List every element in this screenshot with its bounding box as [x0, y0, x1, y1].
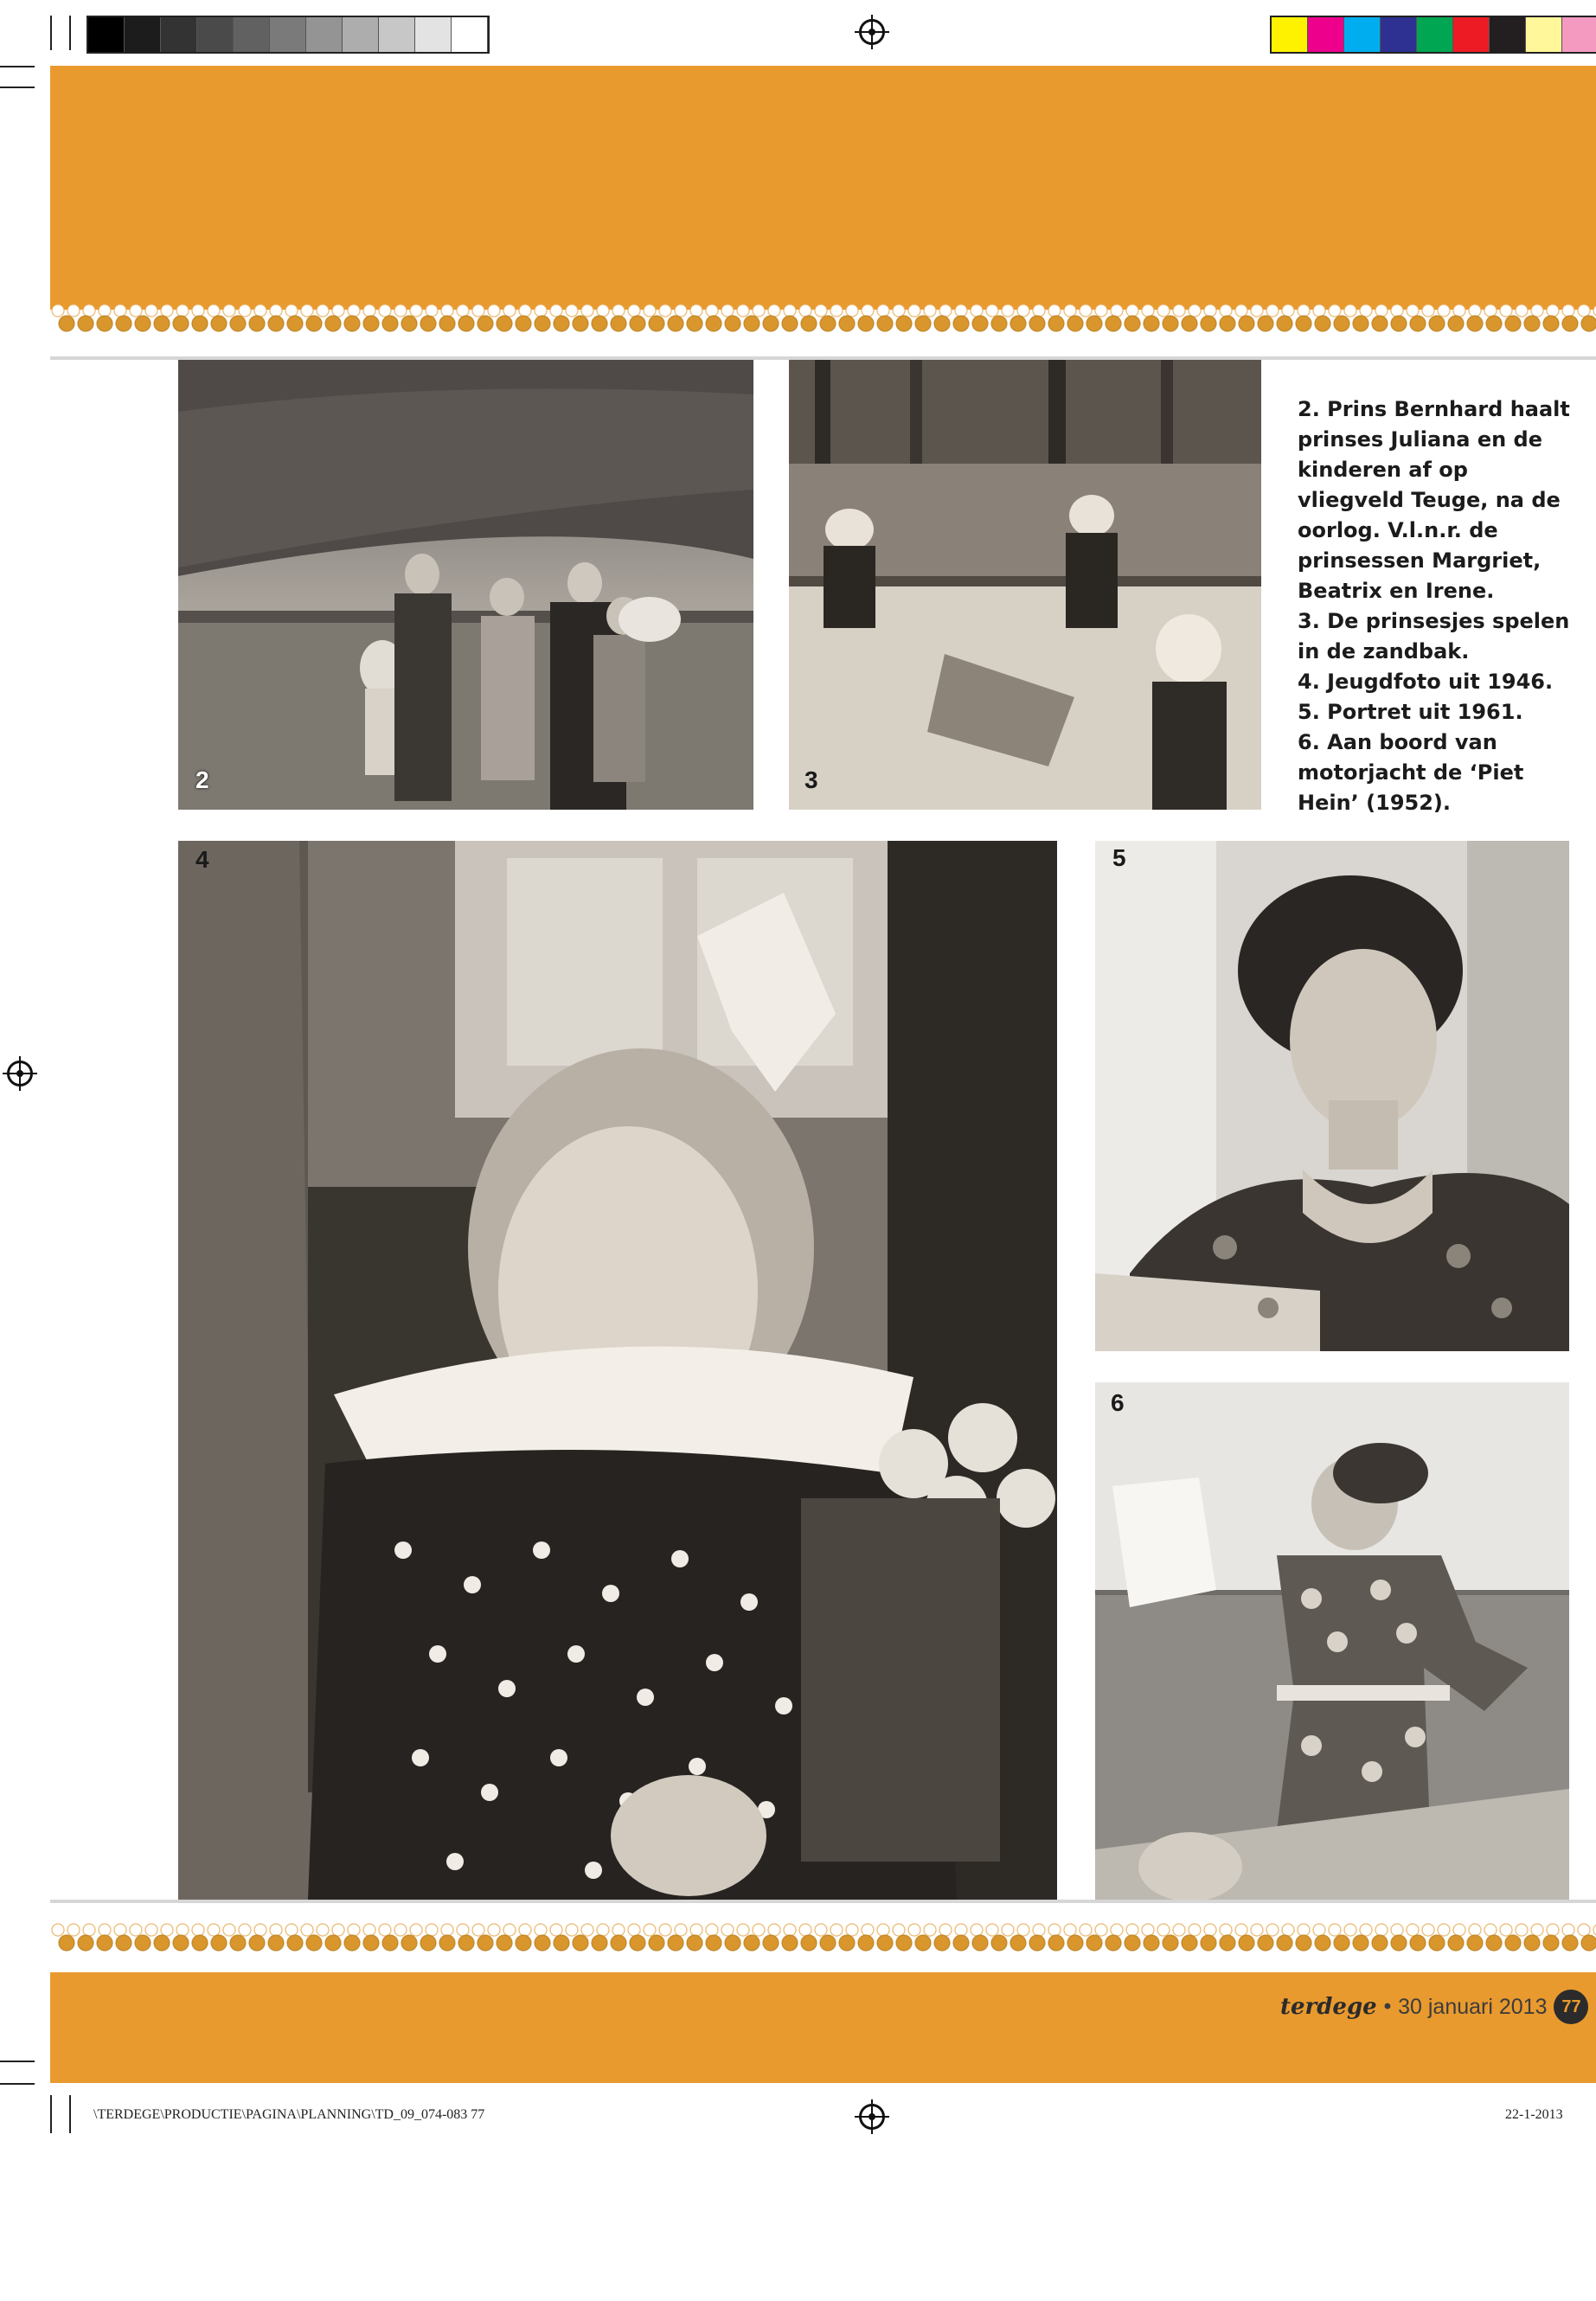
color-swatch — [1417, 17, 1453, 52]
greyscale-calibration-bar — [87, 16, 490, 54]
greyscale-swatch — [415, 17, 452, 52]
greyscale-swatch — [306, 17, 343, 52]
color-swatch — [1308, 17, 1344, 52]
dotted-border — [50, 303, 1596, 337]
greyscale-swatch — [343, 17, 379, 52]
greyscale-swatch — [379, 17, 415, 52]
color-swatch — [1272, 17, 1308, 52]
caption-line: 2. Prins Bernhard haalt prinses Juliana en de kinderen af op vliegveld Teuge, na de oorlog. V.l.n.r. de prinsessen Margriet, Beatrix en Irene. — [1298, 397, 1570, 603]
magazine-footer — [1280, 1990, 1588, 2024]
registration-mark-icon — [859, 19, 885, 45]
greyscale-swatch — [88, 17, 125, 52]
greyscale-swatch — [125, 17, 161, 52]
divider — [50, 1900, 1596, 1903]
color-calibration-bar — [1270, 16, 1596, 54]
color-swatch — [1381, 17, 1417, 52]
crop-mark — [50, 16, 52, 50]
slug-path: \TERDEGE\PRODUCTIE\PAGINA\PLANNING\TD_09_074-083 77 — [93, 2107, 485, 2122]
crop-mark — [0, 2083, 35, 2085]
dotted-border — [50, 1922, 1596, 1957]
greyscale-swatch — [270, 17, 306, 52]
photo-portrait-1961 — [1095, 841, 1569, 1351]
slug-date: 22-1-2013 — [1505, 2107, 1563, 2122]
magazine-name: terdege — [1280, 1994, 1377, 2020]
caption-line: 3. De prinsesjes spelen in de zandbak. — [1298, 609, 1570, 663]
header-band — [50, 66, 1596, 310]
crop-mark — [69, 16, 71, 50]
photo-number: 2 — [195, 766, 209, 793]
greyscale-swatch — [161, 17, 197, 52]
photo-number: 6 — [1111, 1389, 1125, 1416]
caption-line: 6. Aan boord van motorjacht de ‘Piet Hein’ (1952). — [1298, 730, 1524, 815]
photo-number: 3 — [804, 766, 818, 793]
crop-mark — [0, 2061, 35, 2062]
registration-mark-icon — [7, 1061, 33, 1086]
photo-airfield — [178, 360, 753, 810]
photo-yacht — [1095, 1382, 1569, 1900]
photo-number: 4 — [195, 846, 209, 873]
page-number: 77 — [1554, 1990, 1588, 2024]
caption-line: 4. Jeugdfoto uit 1946. — [1298, 670, 1554, 694]
separator: • — [1383, 1995, 1392, 2018]
photo-sandbox — [789, 360, 1261, 810]
greyscale-swatch — [197, 17, 234, 52]
greyscale-swatch — [234, 17, 270, 52]
photo-youth-portrait — [178, 841, 1057, 1900]
crop-mark — [50, 2095, 52, 2133]
crop-mark — [0, 87, 35, 88]
photo-number: 5 — [1112, 844, 1126, 871]
color-swatch — [1562, 17, 1596, 52]
issue-date: 30 januari 2013 — [1398, 1994, 1548, 2019]
registration-mark-icon — [859, 2104, 885, 2130]
color-swatch — [1344, 17, 1381, 52]
caption-line: 5. Portret uit 1961. — [1298, 700, 1523, 724]
crop-mark — [0, 66, 35, 67]
photo-captions — [1298, 394, 1574, 818]
color-swatch — [1490, 17, 1526, 52]
greyscale-swatch — [452, 17, 488, 52]
color-swatch — [1526, 17, 1562, 52]
color-swatch — [1453, 17, 1490, 52]
crop-mark — [69, 2095, 71, 2133]
